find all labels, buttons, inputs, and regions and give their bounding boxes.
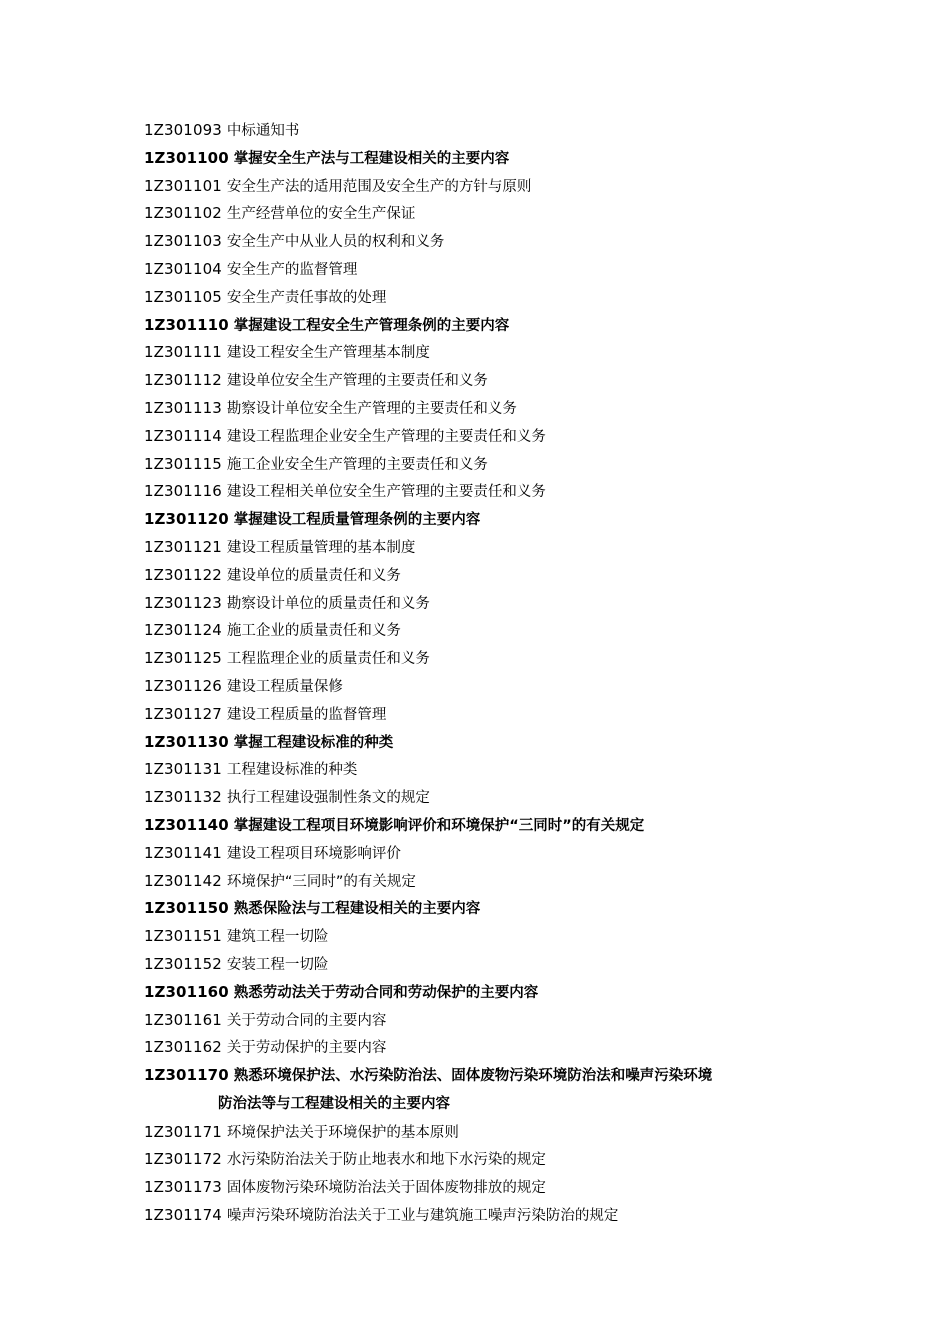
item-title: 熟悉环境保护法、水污染防治法、固体废物污染环境防治法和噪声污染环境 [233, 1068, 713, 1085]
list-item [144, 673, 824, 701]
item-code: 1Z301160 [144, 982, 229, 1001]
item-code: 1Z301114 [144, 426, 222, 445]
item-code: 1Z301111 [144, 343, 222, 362]
item-title: 噪声污染环境防治法关于工业与建筑施工噪声污染防治的规定 [226, 1208, 619, 1225]
item-code: 1Z301110 [144, 315, 229, 334]
item-code: 1Z301140 [144, 815, 229, 834]
item-title: 勘察设计单位的质量责任和义务 [226, 595, 430, 612]
item-code: 1Z301100 [144, 148, 229, 167]
list-item [144, 284, 824, 312]
list-item [144, 645, 824, 673]
section-heading [144, 729, 824, 757]
item-code: 1Z301112 [144, 371, 222, 390]
item-title: 工程监理企业的质量责任和义务 [226, 651, 430, 668]
item-code: 1Z301116 [144, 482, 222, 501]
item-code: 1Z301150 [144, 899, 229, 918]
list-item [144, 423, 824, 451]
item-code: 1Z301142 [144, 871, 222, 890]
item-code: 1Z301122 [144, 565, 222, 584]
item-code: 1Z301101 [144, 176, 222, 195]
item-code: 1Z301120 [144, 510, 229, 529]
item-code: 1Z301104 [144, 259, 222, 278]
item-title-continuation: 防治法等与工程建设相关的主要内容 [218, 1095, 450, 1112]
list-item [144, 478, 824, 506]
item-code: 1Z301174 [144, 1206, 222, 1225]
item-title: 固体废物污染环境防治法关于固体废物排放的规定 [226, 1180, 546, 1197]
item-title: 安全生产的监督管理 [226, 261, 358, 278]
item-title: 熟悉劳动法关于劳动合同和劳动保护的主要内容 [233, 984, 539, 1001]
list-item [144, 1034, 824, 1062]
item-title: 建设单位的质量责任和义务 [226, 567, 401, 584]
section-heading [144, 812, 824, 840]
list-item [144, 1202, 824, 1230]
item-code: 1Z301103 [144, 232, 222, 251]
item-title: 掌握建设工程项目环境影响评价和环境保护“三同时”的有关规定 [233, 817, 645, 834]
list-item [144, 173, 824, 201]
section-heading [144, 979, 824, 1007]
item-title: 建设工程质量保修 [226, 678, 343, 695]
list-item [144, 256, 824, 284]
item-code: 1Z301130 [144, 732, 229, 751]
list-item [144, 395, 824, 423]
item-title: 建筑工程一切险 [226, 929, 329, 946]
syllabus-list [144, 117, 824, 1230]
item-title: 建设单位安全生产管理的主要责任和义务 [226, 373, 488, 390]
item-code: 1Z301125 [144, 649, 222, 668]
section-heading [144, 506, 824, 534]
list-item [144, 756, 824, 784]
list-item [144, 951, 824, 979]
item-title: 施工企业的质量责任和义务 [226, 623, 401, 640]
item-title: 工程建设标准的种类 [226, 762, 358, 779]
item-code: 1Z301152 [144, 954, 222, 973]
item-code: 1Z301131 [144, 760, 222, 779]
list-item [144, 534, 824, 562]
item-title: 建设工程项目环境影响评价 [226, 845, 401, 862]
section-heading [144, 895, 824, 923]
item-code: 1Z301171 [144, 1122, 222, 1141]
item-code: 1Z301132 [144, 788, 222, 807]
item-title: 掌握建设工程质量管理条例的主要内容 [233, 512, 481, 529]
item-title: 勘察设计单位安全生产管理的主要责任和义务 [226, 400, 517, 417]
item-title: 安全生产中从业人员的权利和义务 [226, 234, 445, 251]
item-title: 建设工程质量管理的基本制度 [226, 539, 416, 556]
item-title: 建设工程相关单位安全生产管理的主要责任和义务 [226, 484, 546, 501]
item-code: 1Z301105 [144, 287, 222, 306]
item-title: 熟悉保险法与工程建设相关的主要内容 [233, 901, 481, 918]
item-code: 1Z301141 [144, 843, 222, 862]
item-title: 建设工程安全生产管理基本制度 [226, 345, 430, 362]
item-code: 1Z301126 [144, 676, 222, 695]
list-item [144, 367, 824, 395]
list-item [144, 590, 824, 618]
item-title: 生产经营单位的安全生产保证 [226, 206, 416, 223]
list-item [144, 562, 824, 590]
item-code: 1Z301121 [144, 537, 222, 556]
item-code: 1Z301115 [144, 454, 222, 473]
item-code: 1Z301172 [144, 1150, 222, 1169]
item-title: 中标通知书 [226, 123, 300, 139]
item-code: 1Z301113 [144, 398, 222, 417]
list-item [144, 117, 824, 145]
item-title: 水污染防治法关于防止地表水和地下水污染的规定 [226, 1152, 546, 1169]
item-code: 1Z301127 [144, 704, 222, 723]
section-heading [144, 145, 824, 173]
list-item [144, 451, 824, 479]
list-item [144, 868, 824, 896]
item-title: 环境保护“三同时”的有关规定 [226, 873, 416, 890]
item-title: 建设工程监理企业安全生产管理的主要责任和义务 [226, 428, 546, 445]
list-item [144, 701, 824, 729]
item-title: 环境保护法关于环境保护的基本原则 [226, 1124, 459, 1141]
item-code: 1Z301123 [144, 593, 222, 612]
item-title: 关于劳动合同的主要内容 [226, 1012, 387, 1029]
item-title: 建设工程质量的监督管理 [226, 706, 387, 723]
list-item [144, 840, 824, 868]
list-item [144, 617, 824, 645]
item-title: 安全生产责任事故的处理 [226, 289, 387, 306]
list-item [144, 923, 824, 951]
item-title: 关于劳动保护的主要内容 [226, 1040, 387, 1057]
list-item [144, 1146, 824, 1174]
list-item [144, 200, 824, 228]
item-title: 掌握建设工程安全生产管理条例的主要内容 [233, 317, 510, 334]
item-code: 1Z301093 [144, 121, 222, 139]
item-title: 掌握工程建设标准的种类 [233, 734, 394, 751]
section-heading [144, 312, 824, 340]
section-heading [144, 1062, 824, 1119]
list-item [144, 228, 824, 256]
item-code: 1Z301162 [144, 1038, 222, 1057]
item-title: 安全生产法的适用范围及安全生产的方针与原则 [226, 178, 532, 195]
list-item [144, 339, 824, 367]
item-code: 1Z301151 [144, 927, 222, 946]
list-item [144, 784, 824, 812]
item-code: 1Z301170 [144, 1066, 229, 1085]
item-title: 掌握安全生产法与工程建设相关的主要内容 [233, 150, 510, 167]
item-code: 1Z301124 [144, 621, 222, 640]
list-item [144, 1174, 824, 1202]
item-title: 执行工程建设强制性条文的规定 [226, 790, 430, 807]
item-code: 1Z301173 [144, 1178, 222, 1197]
item-title: 施工企业安全生产管理的主要责任和义务 [226, 456, 488, 473]
item-code: 1Z301161 [144, 1010, 222, 1029]
list-item [144, 1007, 824, 1035]
item-title: 安装工程一切险 [226, 956, 329, 973]
item-code: 1Z301102 [144, 204, 222, 223]
list-item [144, 1119, 824, 1147]
